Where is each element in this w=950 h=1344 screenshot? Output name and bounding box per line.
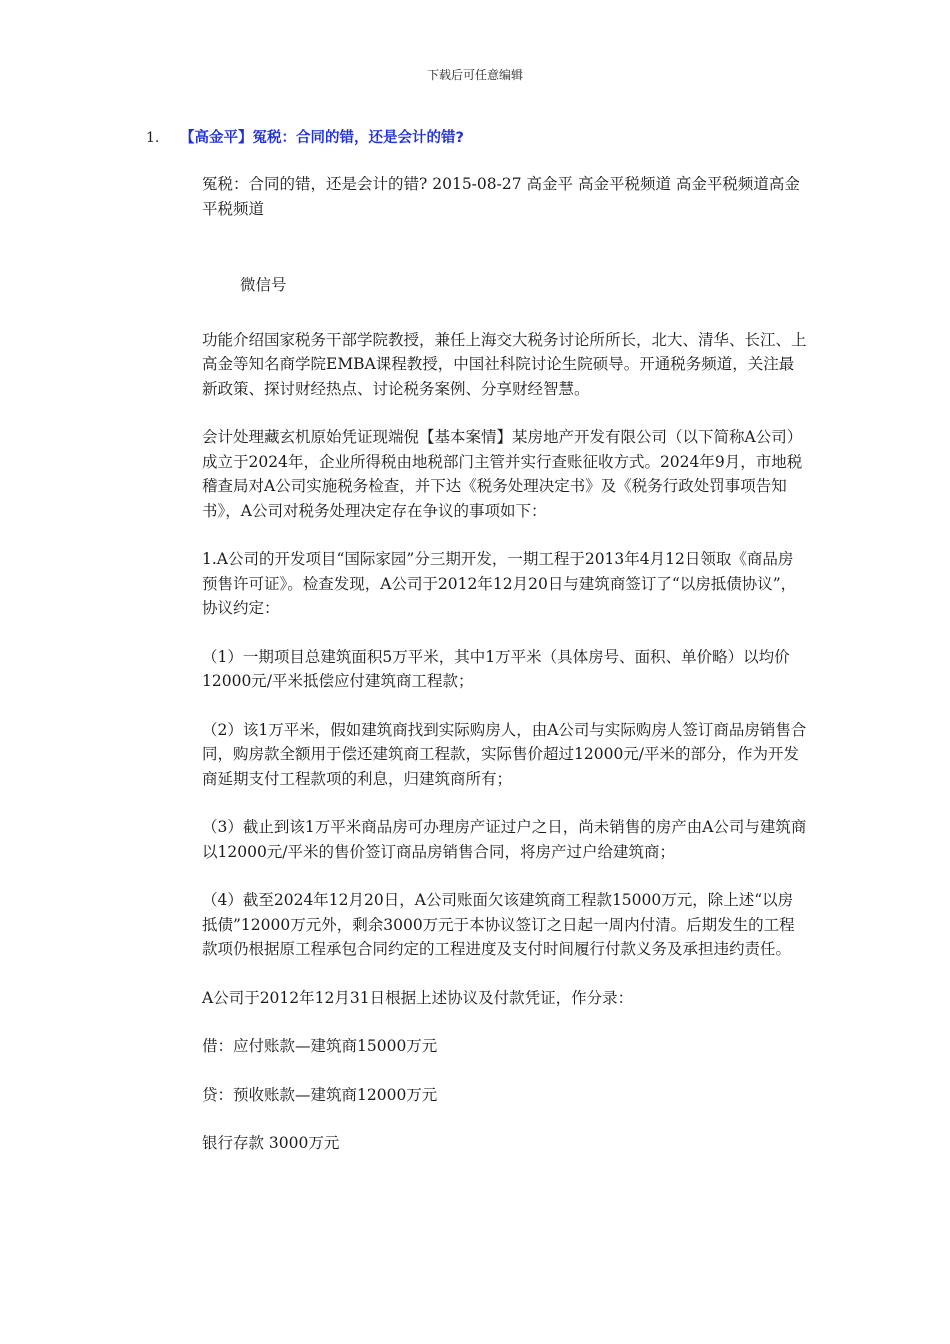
article-title-link[interactable]: 【高金平】冤税：合同的错，还是会计的错? [180, 130, 464, 146]
article-body [202, 172, 808, 1180]
clause-3-paragraph: （3）截止到该1万平米商品房可办理房产证过户之日，尚未销售的房产由A公司与建筑商以12000元/平米的售价签订商品房销售合同，将房产过户给建筑商； [202, 818, 807, 861]
clause-1-paragraph: （1）一期项目总建筑面积5万平米，其中1万平米（具体房号、面积、单价略）以均价12000元/平米抵偿应付建筑商工程款； [202, 647, 790, 690]
entry-credit-line: 贷：预收账款—建筑商12000万元 [202, 1085, 438, 1104]
entry-bank-line: 银行存款 3000万元 [202, 1134, 340, 1152]
list-number: 1. [146, 130, 160, 146]
entry-debit-line: 借：应付账款—建筑商15000万元 [202, 1037, 438, 1055]
intro-paragraph: 冤税：合同的错，还是会计的错? 2015-08-27 高金平 高金平税频道 高金平税频道高金平税频道 [202, 175, 800, 218]
bio-paragraph: 功能介绍国家税务干部学院教授，兼任上海交大税务讨论所所长，北大、清华、长江、上高金等知名商学院EMBA课程教授，中国社科院讨论生院硕导。开通税务频道，关注最新政策、探讨财经热点、讨论税务案例、分享财经智慧。 [202, 330, 807, 398]
page-header: 下载后可任意编辑 [426, 68, 523, 82]
entry-intro-paragraph: A公司于2012年12月31日根据上述协议及付款凭证，作分录： [202, 988, 634, 1007]
wechat-label: 微信号 [240, 276, 287, 294]
item-1-paragraph: 1.A公司的开发项目“国际家园”分三期开发，一期工程于2013年4月12日领取《商品房预售许可证》。检查发现，A公司于2012年12月20日与建筑商签订了“以房抵债协议”，协议约定： [202, 550, 797, 617]
clause-2-paragraph: （2）该1万平米，假如建筑商找到实际购房人，由A公司与实际购房人签订商品房销售合同，购房款全额用于偿还建筑商工程款，实际售价超过12000元/平米的部分，作为开发商延期支付工程款项的利息，归建筑商所有； [202, 720, 807, 788]
case-intro-paragraph: 会计处理藏玄机原始凭证现端倪【基本案情】某房地产开发有限公司（以下简称A公司）成立于2024年，企业所得税由地税部门主管并实行查账征收方式。2024年9月，市地税稽查局对A公司实施税务检查，并下达《税务处理决定书》及《税务行政处罚事项告知书》，A公司对税务处理决定存在争议的事项如下： [202, 428, 803, 520]
clause-4-paragraph: （4）截至2024年12月20日，A公司账面欠该建筑商工程款15000万元，除上述“以房抵债”12000万元外，剩余3000万元于本协议签订之日起一周内付清。后期发生的工程款项仍根据原工程承包合同约定的工程进度及支付时间履行付款义务及承担违约责任。 [202, 891, 795, 958]
